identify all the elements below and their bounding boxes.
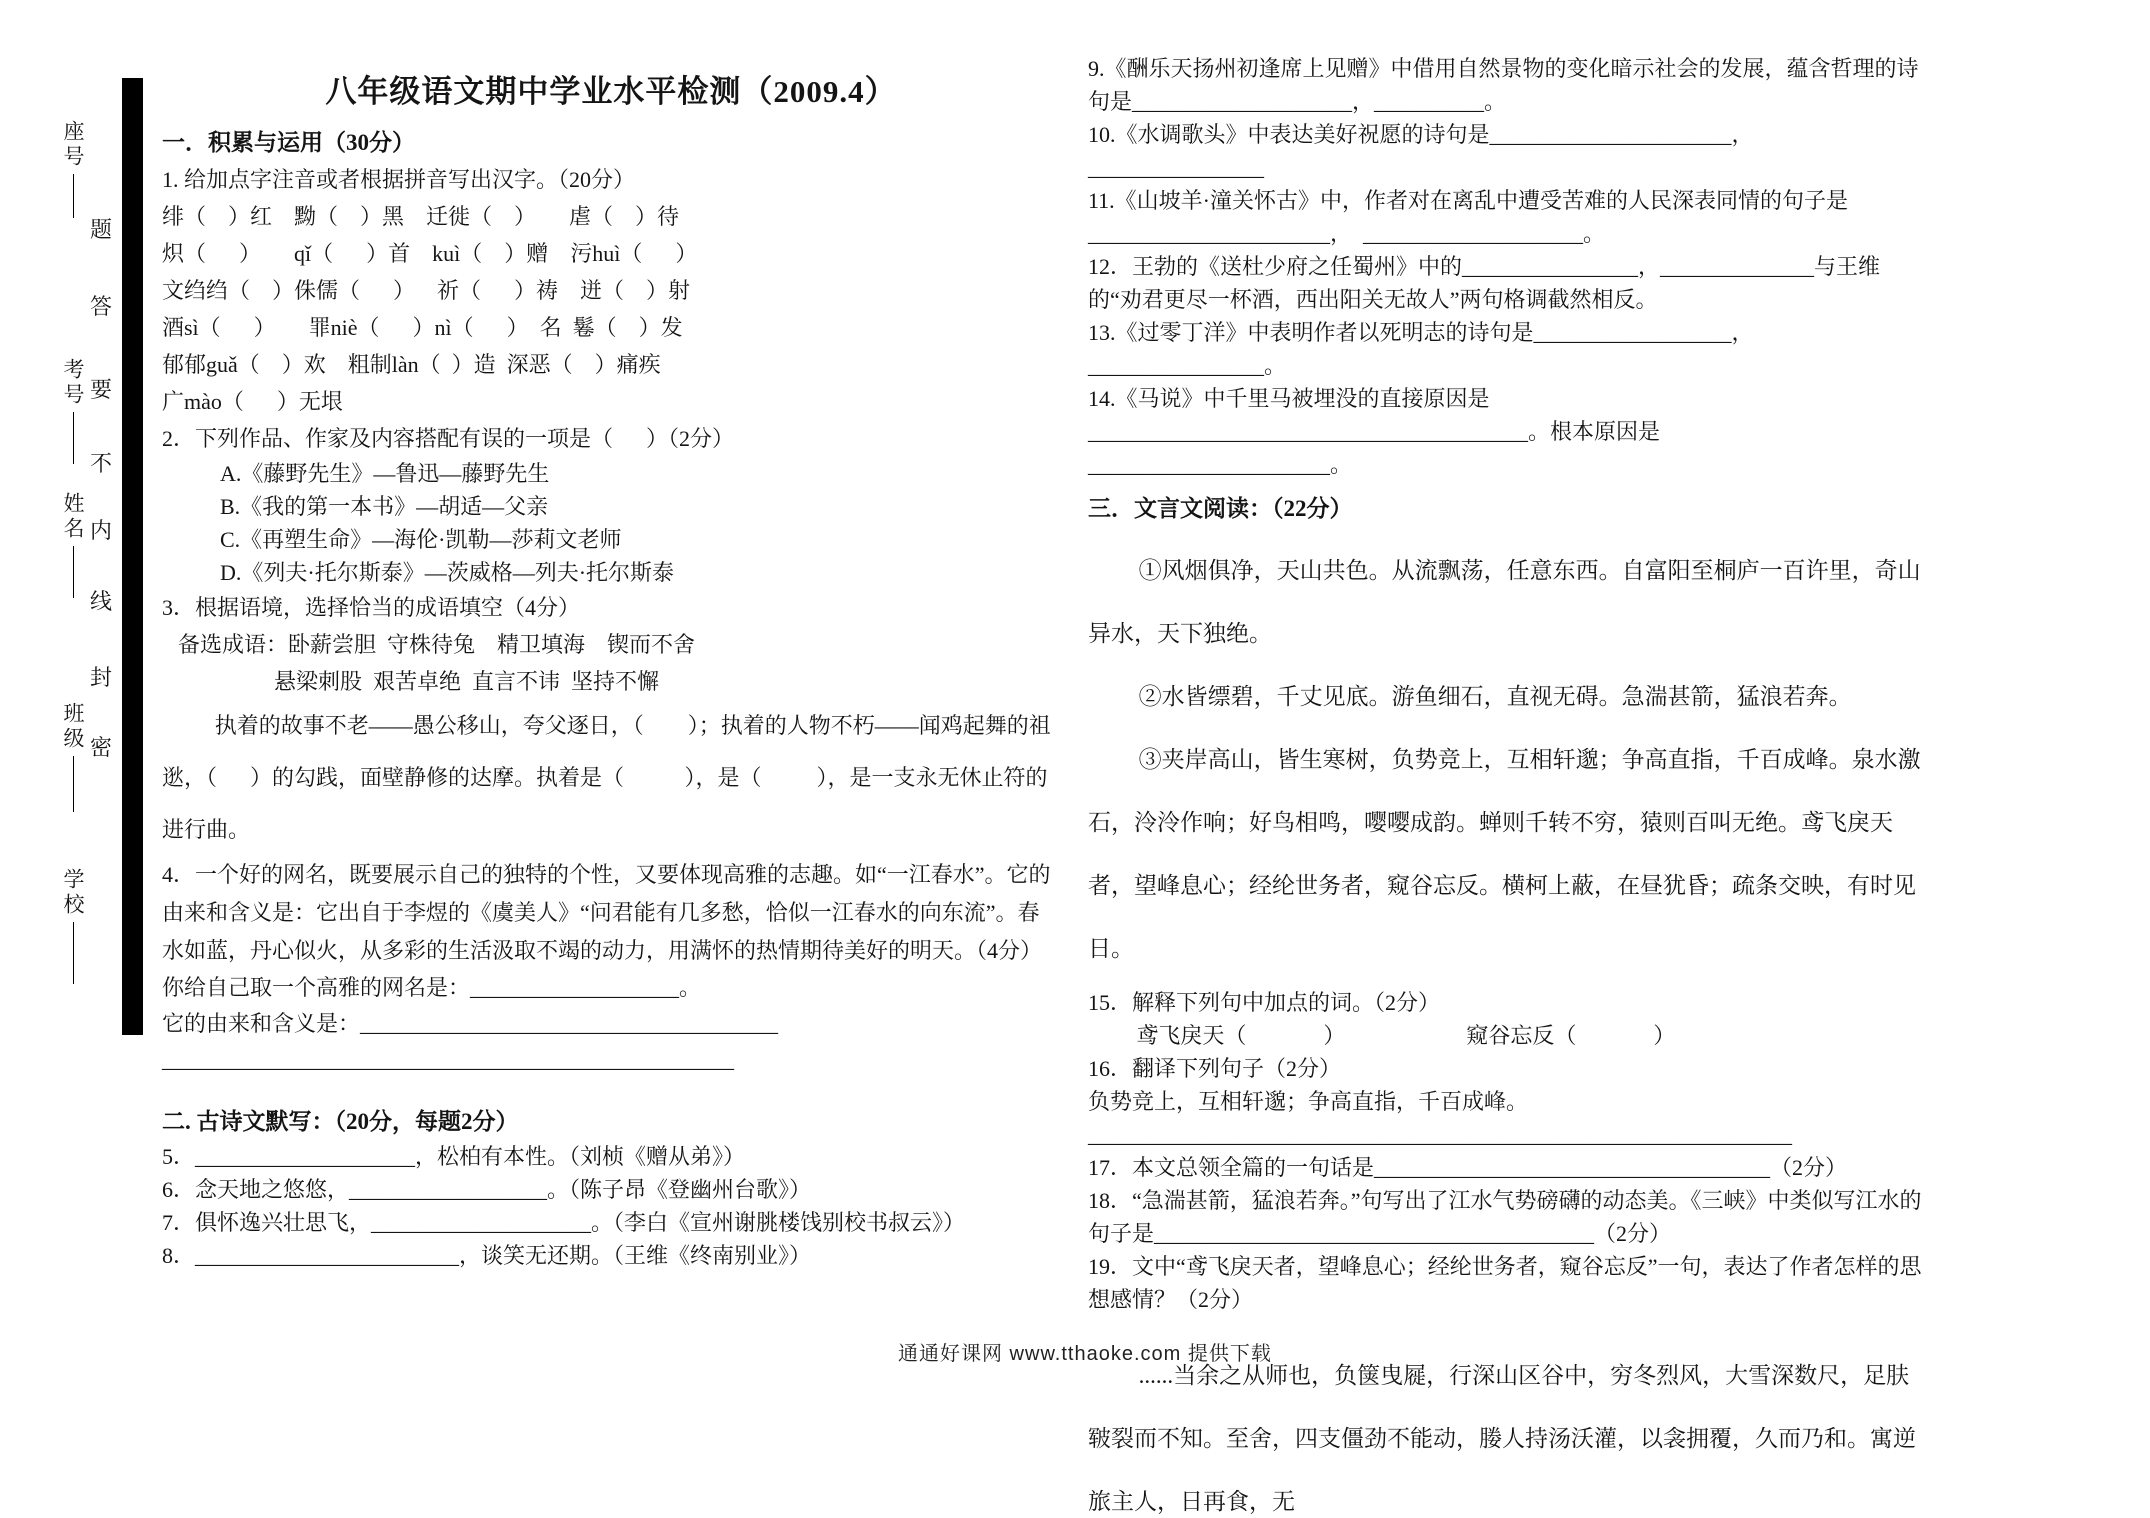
dictation-item: 14.《马说》中千里马被埋没的直接原因是________________________________________。根本原因是______________________。 <box>1088 386 1661 477</box>
school-blank <box>73 922 74 984</box>
student-name-blank <box>73 546 74 598</box>
footer-watermark: 通通好课网 www.tthaoke.com 提供下载 <box>898 1343 1272 1365</box>
q2-option: B.《我的第一本书》—胡适—父亲 <box>220 494 549 519</box>
seal-char: 题 <box>90 217 113 242</box>
seal-char: 内 <box>90 518 113 543</box>
class-field <box>58 702 88 812</box>
seal-char: 线 <box>90 589 113 614</box>
q1-row: 绯（ ）红 黝（ ）黑 迁徙（ ） 虐（ ）待 <box>162 204 680 229</box>
q1-intro: 1. 给加点字注音或者根据拼音写出汉字。（20分） <box>162 167 636 192</box>
section1-heading: 一．积累与运用（30分） <box>162 130 415 155</box>
q3-idiom-bank-line: 悬梁刺股 艰苦卓绝 直言不讳 坚持不懈 <box>274 669 660 694</box>
q3-intro: 3．根据语境，选择恰当的成语填空（4分） <box>162 595 581 620</box>
class-blank <box>73 756 74 812</box>
seal-char: 封 <box>90 665 113 690</box>
binding-bar <box>122 78 143 1035</box>
q4-answer-line: ____________________________________________________ <box>162 1047 734 1072</box>
section3-heading: 三．文言文阅读：（22分） <box>1088 496 1353 521</box>
school-label: 学校 <box>61 868 85 918</box>
q17-line: 17．本文总领全篇的一句话是____________________________________（2分） <box>1088 1155 1848 1180</box>
q2-option: C.《再塑生命》—海伦·凯勒—莎莉文老师 <box>220 527 622 552</box>
left-column <box>162 66 1060 1272</box>
classical-excerpt: ......当余之从师也，负箧曳屣，行深山区谷中，穷冬烈风，大雪深数尺，足肤皲裂而不知。至舍，四支僵劲不能动，媵人持汤沃灌，以衾拥覆，久而乃和。寓逆旅主人，日再食，无 <box>1088 1363 1916 1514</box>
q4-answer-line: 你给自己取一个高雅的网名是：___________________。 <box>162 975 702 1000</box>
q3-passage: 执着的故事不老——愚公移山，夸父逐日，（ ）；执着的人物不朽——闻鸡起舞的祖逖，（ ）的勾践，面壁静修的达摩。执着是（ ），是（ ），是一支永无休止符的进行曲。 <box>162 713 1051 842</box>
dictation-item: 10.《水调歌头》中表达美好祝愿的诗句是______________________， ________________ <box>1088 122 1765 180</box>
q2-intro: 2．下列作品、作家及内容搭配有误的一项是（ ）（2分） <box>162 426 735 451</box>
class-label: 班级 <box>61 702 85 752</box>
dictation-item: 7．俱怀逸兴壮思飞，____________________。（李白《宣州谢朓楼饯别校书叔云》） <box>162 1210 966 1235</box>
q3-idiom-bank-line: 备选成语：卧薪尝胆 守株待兔 精卫填海 锲而不舍 <box>178 632 696 657</box>
seat-number-label: 座号 <box>61 120 85 170</box>
q2-option: A.《藤野先生》—鲁迅—藤野先生 <box>220 461 550 486</box>
q1-row: 郁郁guǎ（ ）欢 粗制làn（ ）造 深恶（ ）痛疾 <box>162 352 661 377</box>
q1-row: 酒sì（ ） 罪niè（ ）nì（ ） 名 鬈（ ）发 <box>162 315 683 340</box>
q15-intro: 15．解释下列句中加点的词。（2分） <box>1088 990 1441 1015</box>
seat-number-field <box>58 120 88 218</box>
student-name-label: 姓名 <box>61 492 85 542</box>
classical-paragraph: ①风烟俱净，天山共色。从流飘荡，任意东西。自富阳至桐庐一百许里，奇山异水，天下独绝。 <box>1088 558 1921 646</box>
student-name-field <box>58 492 88 598</box>
q15-terms-line: 鸢飞戾天（ ） 窥谷忘反（ ） <box>1136 1023 1676 1048</box>
q19-line: 19．文中“鸢飞戾天者，望峰息心；经纶世务者，窥谷忘反”一句，表达了作者怎样的思想感情？（2分） <box>1088 1254 1922 1312</box>
seal-char: 不 <box>90 451 113 476</box>
section2-heading: 二. 古诗文默写：（20分，每题2分） <box>162 1109 519 1134</box>
seat-number-blank <box>73 174 74 218</box>
q16-answer-blank: ________________________________________________________________ <box>1088 1122 1792 1147</box>
classical-paragraph: ③夹岸高山，皆生寒树，负势竞上，互相轩邈；争高直指，千百成峰。泉水激石，泠泠作响；好鸟相鸣，嘤嘤成韵。蝉则千转不穷，猿则百叫无绝。鸢飞戾天者，望峰息心；经纶世务者，窥谷忘反。横柯上蔽，在昼犹昏；疏条交映，有时见日。 <box>1088 747 1921 961</box>
exam-title: 八年级语文期中学业水平检测（2009.4） <box>325 74 897 109</box>
exam-number-label: 考号 <box>61 358 85 408</box>
exam-number-blank <box>73 412 74 464</box>
seal-char: 要 <box>90 377 113 402</box>
dictation-item: 13.《过零丁洋》中表明作者以死明志的诗句是__________________， ________________。 <box>1088 320 1765 378</box>
dictation-item: 5．____________________，松柏有本性。（刘桢《赠从弟》） <box>162 1144 746 1169</box>
dictation-item: 8．________________________，谈笑无还期。（王维《终南别业》） <box>162 1243 812 1268</box>
dictation-item: 11.《山坡羊·潼关怀古》中，作者对在离乱中遭受苦难的人民深表同情的句子是______________________， ____________________。 <box>1088 188 1849 246</box>
exam-number-field <box>58 358 88 464</box>
q2-option: D.《列夫·托尔斯泰》—茨威格—列夫·托尔斯泰 <box>220 560 675 585</box>
classical-paragraph: ②水皆缥碧，千丈见底。游鱼细石，直视无碍。急湍甚箭，猛浪若奔。 <box>1138 684 1852 709</box>
right-column <box>1088 52 1923 1518</box>
dictation-item: 9.《酬乐天扬州初逢席上见赠》中借用自然景物的变化暗示社会的发展，蕴含哲理的诗句是____________________，__________。 <box>1088 56 1919 114</box>
q18-line: 18．“急湍甚箭，猛浪若奔。”句写出了江水气势磅礴的动态美。《三峡》中类似写江水的句子是________________________________________（2分） <box>1088 1188 1922 1246</box>
q4-answer-line: 它的由来和含义是：______________________________________ <box>162 1011 779 1036</box>
q1-row: 广mào（ ）无垠 <box>162 389 343 414</box>
seal-char: 答 <box>90 294 113 319</box>
school-field <box>58 868 88 984</box>
q16-intro: 16．翻译下列句子（2分） <box>1088 1056 1342 1081</box>
q1-row: 炽（ ） qǐ（ ）首 kuì（ ）赠 污huì（ ） <box>162 241 698 266</box>
seal-char: 密 <box>90 735 113 760</box>
q16-sentence: 负势竞上，互相轩邈；争高直指，千百成峰。 <box>1088 1089 1529 1114</box>
q4-text: 4．一个好的网名，既要展示自己的独特的个性，又要体现高雅的志趣。如“一江春水”。它的由来和含义是：它出自于李煜的《虞美人》“问君能有几多愁，恰似一江春水的向东流”。春水如蓝，丹心似火，从多彩的生活汲取不竭的动力，用满怀的热情期待美好的明天。（4分） <box>162 862 1051 963</box>
q1-row: 文绉绉（ ）侏儒（ ） 祈（ ）祷 迸（ ）射 <box>162 278 691 303</box>
dictation-item: 12．王勃的《送杜少府之任蜀州》中的________________，______________与王维的“劝君更尽一杯酒，西出阳关无故人”两句格调截然相反。 <box>1088 254 1881 312</box>
dictation-item: 6．念天地之悠悠，__________________。（陈子昂《登幽州台歌》） <box>162 1177 812 1202</box>
